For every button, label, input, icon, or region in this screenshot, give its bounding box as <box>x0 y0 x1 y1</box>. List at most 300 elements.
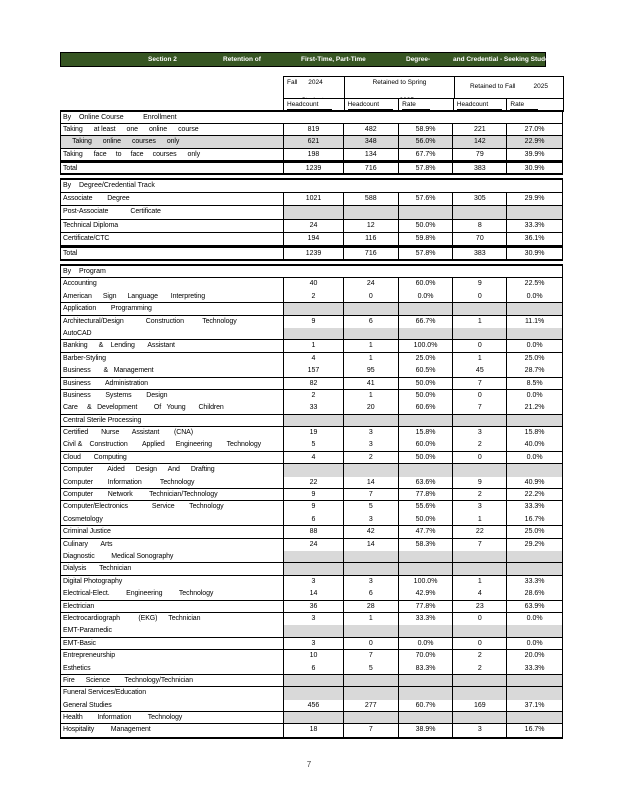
data-cell: 38.9% <box>398 724 453 736</box>
data-cell: 2 <box>452 439 506 450</box>
data-cell <box>398 687 453 699</box>
data-cell <box>283 712 343 723</box>
data-cell <box>506 625 562 636</box>
row-label: Application Programming <box>63 305 152 313</box>
data-cell: 716 <box>343 163 398 173</box>
data-cell: 0.0% <box>398 638 453 649</box>
data-cell <box>283 551 343 562</box>
data-cell: 5 <box>343 663 398 674</box>
data-cell: 221 <box>452 124 506 135</box>
data-cell <box>283 675 343 686</box>
row-label: Electrical-Elect. Engineering Technology <box>63 590 214 598</box>
data-cell: 59.8% <box>398 233 453 245</box>
data-cell: 33.3% <box>506 576 562 588</box>
data-cell: 77.8% <box>398 489 453 500</box>
data-cell <box>452 303 506 314</box>
table-row <box>61 489 562 501</box>
data-cell: 50.0% <box>398 220 453 232</box>
data-cell: 41 <box>343 378 398 389</box>
table-row <box>61 220 562 233</box>
data-cell: 2 <box>283 390 343 402</box>
table-row <box>61 452 562 464</box>
table-row <box>61 588 562 600</box>
title-segment: Retention of <box>223 56 261 63</box>
data-cell: 3 <box>452 501 506 513</box>
data-cell <box>283 563 343 574</box>
data-cell <box>452 206 506 218</box>
data-cell: 57.8% <box>398 248 453 259</box>
table-row <box>61 477 562 489</box>
row-label: Associate Degree <box>63 195 130 203</box>
row-label: Taking at least one online course <box>63 126 199 134</box>
data-cell: 14 <box>283 588 343 599</box>
section-online <box>60 110 563 175</box>
data-cell: 40 <box>283 278 343 290</box>
data-cell: 57.8% <box>398 163 453 173</box>
data-cell <box>283 206 343 218</box>
table-row <box>61 427 562 439</box>
data-cell: 3 <box>343 439 398 450</box>
data-cell <box>452 551 506 562</box>
data-cell: 9 <box>452 477 506 488</box>
table-row <box>61 124 562 136</box>
data-cell: 3 <box>343 427 398 439</box>
data-cell: 67.7% <box>398 149 453 160</box>
row-label: Civil & Construction Applied Engineering Technology <box>63 441 262 449</box>
title-segment: First-Time, Part-Time <box>301 56 366 63</box>
data-cell: 7 <box>452 378 506 389</box>
data-cell: 24 <box>283 220 343 232</box>
row-label: Funeral Services/Education <box>63 689 146 697</box>
row-label: Technical Diploma <box>63 221 119 229</box>
data-cell: 4 <box>283 353 343 365</box>
data-cell: 50.0% <box>398 452 453 463</box>
data-cell <box>343 415 398 426</box>
data-cell: 2 <box>343 452 398 463</box>
data-cell: 5 <box>343 501 398 513</box>
table-row <box>61 724 562 736</box>
data-cell: 55.6% <box>398 501 453 513</box>
data-cell <box>506 675 562 686</box>
data-cell <box>343 328 398 339</box>
data-cell: 42 <box>343 526 398 537</box>
section-title-bar <box>60 52 559 67</box>
row-label: Electrocardiograph (EKG) Technician <box>63 614 201 622</box>
data-cell: 30.9% <box>506 163 562 173</box>
data-cell: 15.8% <box>506 427 562 439</box>
row-label: Barber-Styling <box>63 354 106 362</box>
table-row <box>61 415 562 427</box>
data-cell: 819 <box>283 124 343 135</box>
table-row <box>61 328 562 340</box>
table-row <box>61 464 562 476</box>
col-header-line: Retained to Spring <box>372 79 427 86</box>
data-cell: 28 <box>343 601 398 612</box>
table-row <box>61 551 562 563</box>
data-cell <box>343 712 398 723</box>
table-row <box>61 700 562 712</box>
data-cell: 25.0% <box>506 526 562 537</box>
data-cell <box>452 687 506 699</box>
row-label: EMT-Basic <box>63 639 96 647</box>
data-cell: 16.7% <box>506 724 562 736</box>
data-cell: 1 <box>283 340 343 351</box>
row-label: Criminal Justice <box>63 528 111 536</box>
data-cell: 9 <box>283 316 343 328</box>
data-cell <box>398 206 453 218</box>
row-label: General Studies <box>63 701 112 709</box>
data-cell: 27.0% <box>506 124 562 135</box>
data-cell: 4 <box>452 588 506 599</box>
data-cell <box>506 551 562 562</box>
data-cell <box>398 464 453 476</box>
data-cell: 23 <box>452 601 506 612</box>
data-cell: 6 <box>343 316 398 328</box>
row-label: Accounting <box>63 280 97 288</box>
col-header-retained-to-spring <box>344 77 454 98</box>
table-row <box>61 136 562 148</box>
data-cell: 5 <box>283 439 343 450</box>
col-header-retained-to-fall <box>454 77 563 98</box>
data-cell: 16.7% <box>506 514 562 525</box>
data-cell: 383 <box>452 163 506 173</box>
data-cell: 11.1% <box>506 316 562 328</box>
section-program <box>60 264 563 739</box>
table-row <box>61 675 562 687</box>
data-cell: 157 <box>283 365 343 376</box>
data-cell: 45 <box>452 365 506 376</box>
data-cell <box>398 712 453 723</box>
data-cell: 60.7% <box>398 700 453 711</box>
row-label: Total <box>63 249 78 257</box>
data-cell: 33 <box>283 402 343 413</box>
data-cell: 0 <box>452 340 506 351</box>
row-label: Certified Nurse Assistant (CNA) <box>63 429 193 437</box>
data-cell: 1 <box>343 390 398 402</box>
data-cell: 1 <box>343 613 398 625</box>
title-segment: Degree- <box>406 56 431 63</box>
data-cell: 3 <box>283 576 343 588</box>
title-segment: Section 2 <box>148 56 177 63</box>
data-cell: 0 <box>452 638 506 649</box>
data-cell: 9 <box>283 489 343 500</box>
table-row <box>61 402 562 414</box>
data-cell: 588 <box>343 193 398 205</box>
data-cell: 28.7% <box>506 365 562 376</box>
data-cell <box>343 675 398 686</box>
table-row <box>61 161 562 173</box>
data-cell: 9 <box>283 501 343 513</box>
data-cell <box>506 415 562 426</box>
data-cell <box>283 303 343 314</box>
data-cell: 20 <box>343 402 398 413</box>
data-cell <box>398 563 453 574</box>
table-row <box>61 291 562 303</box>
data-cell <box>343 551 398 562</box>
data-cell: 77.8% <box>398 601 453 612</box>
data-cell: 12 <box>343 220 398 232</box>
row-label: Fire Science Technology/Technician <box>63 676 193 684</box>
data-cell: 60.0% <box>398 439 453 450</box>
row-label: EMT-Paramedic <box>63 627 112 635</box>
data-cell: 1 <box>452 353 506 365</box>
data-cell: 0 <box>343 638 398 649</box>
table-row <box>61 576 562 588</box>
data-cell: 15.8% <box>398 427 453 439</box>
data-cell: 3 <box>283 613 343 625</box>
row-label: Architectural/Design Construction Technology <box>63 317 237 325</box>
subheader-label: Rate <box>510 99 538 110</box>
data-cell: 60.0% <box>398 278 453 290</box>
data-cell: 60.5% <box>398 365 453 376</box>
data-cell: 33.3% <box>506 663 562 674</box>
data-cell <box>398 303 453 314</box>
data-cell <box>506 206 562 218</box>
data-cell <box>283 625 343 636</box>
table-row <box>61 193 562 206</box>
row-label: Central Sterile Processing <box>63 416 142 424</box>
subheader-label: Headcount <box>348 99 393 110</box>
row-label: Business Administration <box>63 379 148 387</box>
subheader-label: Headcount <box>457 99 502 110</box>
data-cell: 0 <box>452 390 506 402</box>
data-cell: 142 <box>452 136 506 147</box>
data-cell: 22.2% <box>506 489 562 500</box>
row-label: Cloud Computing <box>63 453 127 461</box>
table-row <box>61 712 562 724</box>
data-cell: 79 <box>452 149 506 160</box>
data-cell: 21.2% <box>506 402 562 413</box>
col-header-line <box>301 97 327 98</box>
data-cell <box>343 303 398 314</box>
data-cell: 198 <box>283 149 343 160</box>
data-cell: 7 <box>343 650 398 662</box>
data-cell: 3 <box>452 724 506 736</box>
data-cell: 1 <box>452 576 506 588</box>
table-row <box>61 514 562 526</box>
data-cell: 1239 <box>283 163 343 173</box>
data-cell <box>506 687 562 699</box>
data-cell: 194 <box>283 233 343 245</box>
data-cell: 14 <box>343 539 398 551</box>
data-cell <box>283 687 343 699</box>
data-cell: 383 <box>452 248 506 259</box>
row-label: Total <box>63 164 78 172</box>
data-cell: 0.0% <box>506 638 562 649</box>
table-row <box>61 563 562 575</box>
data-cell: 8.5% <box>506 378 562 389</box>
data-cell: 0 <box>343 291 398 302</box>
data-cell <box>452 563 506 574</box>
row-label: Care & Development Of Young Children <box>63 404 224 412</box>
data-cell: 2 <box>452 489 506 500</box>
data-cell: 14 <box>343 477 398 488</box>
table-row <box>61 526 562 538</box>
data-cell: 0.0% <box>506 390 562 402</box>
row-label: Certificate/CTC <box>63 234 110 242</box>
table-row <box>61 340 562 352</box>
data-cell: 39.9% <box>506 149 562 160</box>
data-cell: 1021 <box>283 193 343 205</box>
data-cell: 57.6% <box>398 193 453 205</box>
row-label: Cosmetology <box>63 515 103 523</box>
data-cell: 621 <box>283 136 343 147</box>
table-row <box>61 539 562 551</box>
data-cell: 28.6% <box>506 588 562 599</box>
data-cell: 7 <box>343 724 398 736</box>
data-cell: 58.9% <box>398 124 453 135</box>
row-label: Business Systems Design <box>63 391 168 399</box>
data-cell: 100.0% <box>398 576 453 588</box>
table-row <box>61 638 562 650</box>
data-cell <box>398 415 453 426</box>
data-cell: 7 <box>452 402 506 413</box>
data-cell: 22 <box>452 526 506 537</box>
data-cell <box>506 563 562 574</box>
data-cell: 29.2% <box>506 539 562 551</box>
data-cell: 50.0% <box>398 514 453 525</box>
data-cell: 0 <box>452 291 506 302</box>
row-label: Computer Network Technician/Technology <box>63 491 218 499</box>
data-cell: 50.0% <box>398 378 453 389</box>
data-cell: 60.6% <box>398 402 453 413</box>
row-label: Business & Management <box>63 367 154 375</box>
data-cell: 4 <box>283 452 343 463</box>
table-row <box>61 206 562 219</box>
table-row <box>61 378 562 390</box>
data-cell <box>283 415 343 426</box>
table-row <box>61 650 562 662</box>
table-row <box>61 149 562 161</box>
data-cell <box>283 328 343 339</box>
data-cell: 70.0% <box>398 650 453 662</box>
data-cell: 1239 <box>283 248 343 259</box>
table-row <box>61 246 562 259</box>
table-row <box>61 316 562 328</box>
row-label: Computer/Electronics Service Technology <box>63 503 224 511</box>
data-cell <box>283 464 343 476</box>
row-label: Electrician <box>63 602 95 610</box>
page-number: 7 <box>306 760 312 769</box>
data-cell: 7 <box>343 489 398 500</box>
data-cell <box>506 328 562 339</box>
data-cell: 456 <box>283 700 343 711</box>
data-cell: 0.0% <box>506 613 562 625</box>
data-cell: 6 <box>343 588 398 599</box>
row-label: Health Information Technology <box>63 714 183 722</box>
row-label: American Sign Language Interpreting <box>63 292 205 300</box>
data-cell: 36 <box>283 601 343 612</box>
row-label: Banking & Lending Assistant <box>63 342 175 350</box>
table-row <box>61 601 562 613</box>
data-cell: 1 <box>343 340 398 351</box>
data-cell: 482 <box>343 124 398 135</box>
data-cell <box>452 415 506 426</box>
row-label: AutoCAD <box>63 329 92 337</box>
data-cell: 66.7% <box>398 316 453 328</box>
row-label: Computer Aided Design And Drafting <box>63 466 215 474</box>
row-label: Computer Information Technology <box>63 478 195 486</box>
data-cell <box>452 464 506 476</box>
data-cell: 29.9% <box>506 193 562 205</box>
table-row <box>61 439 562 451</box>
data-cell: 6 <box>283 663 343 674</box>
data-cell <box>343 464 398 476</box>
row-label: Taking face to face courses only <box>63 150 200 158</box>
data-cell: 37.1% <box>506 700 562 711</box>
data-cell <box>452 675 506 686</box>
data-cell: 36.1% <box>506 233 562 245</box>
data-cell: 0.0% <box>398 291 453 302</box>
data-cell <box>452 328 506 339</box>
data-cell: 2 <box>452 663 506 674</box>
data-cell: 33.3% <box>398 613 453 625</box>
data-cell: 3 <box>452 427 506 439</box>
row-label: Dialysis Technician <box>63 565 132 573</box>
subheader-label: Headcount <box>287 99 332 110</box>
data-cell <box>398 675 453 686</box>
data-cell: 58.3% <box>398 539 453 551</box>
data-cell <box>506 712 562 723</box>
data-cell: 277 <box>343 700 398 711</box>
data-cell: 25.0% <box>398 353 453 365</box>
table-row <box>61 303 562 315</box>
row-label: Digital Photography <box>63 577 123 585</box>
data-cell: 18 <box>283 724 343 736</box>
data-cell: 9 <box>452 278 506 290</box>
row-label: Culinary Arts <box>63 540 113 548</box>
data-cell <box>506 464 562 476</box>
data-cell: 0.0% <box>506 452 562 463</box>
data-cell: 40.0% <box>506 439 562 450</box>
data-cell: 83.3% <box>398 663 453 674</box>
data-cell: 22.5% <box>506 278 562 290</box>
col-header-line: Retained to Fall 2025 <box>469 83 549 90</box>
data-cell <box>506 303 562 314</box>
table-row <box>61 390 562 402</box>
row-label: Post-Associate Certificate <box>63 208 161 216</box>
data-cell: 19 <box>283 427 343 439</box>
section-header: By Online Course Enrollment <box>61 112 562 124</box>
data-cell <box>343 206 398 218</box>
data-cell: 0 <box>452 613 506 625</box>
data-cell <box>343 563 398 574</box>
table-column-headers <box>283 76 564 112</box>
data-cell: 716 <box>343 248 398 259</box>
table-row <box>61 613 562 625</box>
data-cell: 3 <box>283 638 343 649</box>
table-row <box>61 663 562 675</box>
data-cell: 1 <box>452 316 506 328</box>
data-cell: 40.9% <box>506 477 562 488</box>
data-cell: 30.9% <box>506 248 562 259</box>
data-cell: 7 <box>452 539 506 551</box>
section-header: By Program <box>61 266 562 278</box>
data-cell: 56.0% <box>398 136 453 147</box>
data-cell: 22.9% <box>506 136 562 147</box>
data-cell: 8 <box>452 220 506 232</box>
table-row <box>61 687 562 699</box>
data-cell: 50.0% <box>398 390 453 402</box>
data-cell: 25.0% <box>506 353 562 365</box>
data-cell: 2 <box>283 291 343 302</box>
data-cell <box>343 625 398 636</box>
data-cell: 6 <box>283 514 343 525</box>
title-segment: and Credential - Seeking Students <box>453 56 559 63</box>
data-cell: 348 <box>343 136 398 147</box>
section-header: By Degree/Credential Track <box>61 180 562 193</box>
col-header-line <box>399 97 413 98</box>
